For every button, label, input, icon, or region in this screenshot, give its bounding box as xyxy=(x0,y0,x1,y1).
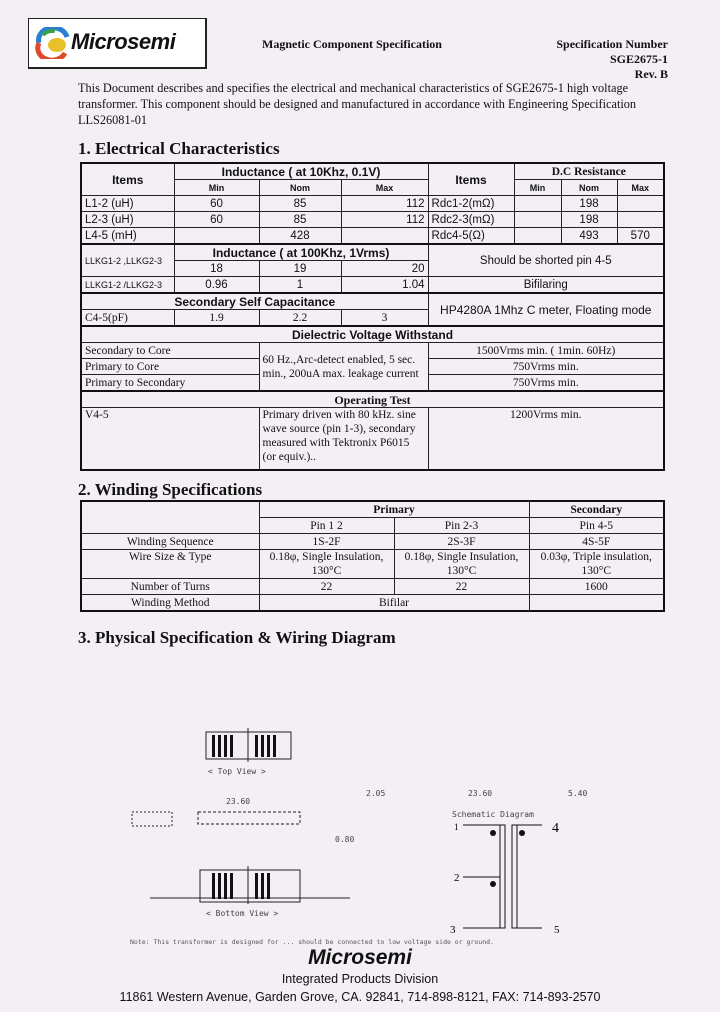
cell: 0.18φ, Single Insulation, 130°C xyxy=(259,550,394,579)
cell: 570 xyxy=(617,228,664,245)
leakage-label-2: LLKG1-2 /LLKG2-3 xyxy=(81,277,174,294)
cell: 4S-5F xyxy=(529,534,664,550)
company-logo: Microsemi xyxy=(28,18,207,69)
footer-logo: Microsemi xyxy=(308,946,412,969)
cell: 85 xyxy=(259,196,341,212)
table-row xyxy=(81,196,664,212)
items-header: Items xyxy=(81,163,174,196)
cell: 20 xyxy=(341,261,428,277)
cell: 0.03φ, Triple insulation, 130°C xyxy=(529,550,664,579)
cell xyxy=(529,595,664,612)
max-header: Max xyxy=(617,180,664,196)
drawing-note: Note: This transformer is designed for ... should be connected to low voltage side or ground. xyxy=(130,938,494,946)
pin-label: 5 xyxy=(554,924,560,936)
cell: 1600 xyxy=(529,579,664,595)
cell: Rdc2-3(mΩ) xyxy=(428,212,514,228)
cell: 22 xyxy=(394,579,529,595)
cell: L1-2 (uH) xyxy=(81,196,174,212)
cell xyxy=(514,228,561,245)
pin-bars xyxy=(212,735,276,899)
logo-swirl-icon xyxy=(35,27,71,59)
leakage-note-2: Bifilaring xyxy=(428,277,664,294)
cell: 1S-2F xyxy=(259,534,394,550)
cell xyxy=(514,212,561,228)
section-2-title: 2. Winding Specifications xyxy=(78,480,263,499)
cell: 1200Vrms min. xyxy=(428,408,664,470)
cell: 1.04 xyxy=(341,277,428,294)
table-row xyxy=(81,228,664,245)
cell: 85 xyxy=(259,212,341,228)
table-row xyxy=(81,212,664,228)
cell xyxy=(174,228,259,245)
pin-label: 3 xyxy=(450,924,456,936)
cell: L4-5 (mH) xyxy=(81,228,174,245)
polarity-dots xyxy=(490,830,525,887)
cell: 60 xyxy=(174,196,259,212)
winding-specifications-table xyxy=(80,500,665,612)
cell: 0.18φ, Single Insulation, 130°C xyxy=(394,550,529,579)
cell: 60 xyxy=(174,212,259,228)
capacitance-header: Secondary Self Capacitance xyxy=(81,293,428,310)
cell xyxy=(617,212,664,228)
nom-header: Nom xyxy=(561,180,617,196)
pin-label: 4 xyxy=(552,821,559,836)
cell: L2-3 (uH) xyxy=(81,212,174,228)
nom-header: Nom xyxy=(259,180,341,196)
items-header-2: Items xyxy=(428,163,514,196)
cell: 112 xyxy=(341,196,428,212)
cell: 1500Vrms min. ( 1min. 60Hz) xyxy=(428,343,664,359)
leakage-label-1: LLKG1-2 ,LLKG2-3 xyxy=(81,244,174,277)
cell: Pin 1 2 xyxy=(259,518,394,534)
dcr-header: D.C Resistance xyxy=(514,163,664,180)
document-type: Magnetic Component Specification xyxy=(262,37,442,51)
cell: V4-5 xyxy=(81,408,259,470)
schematic-title: Schematic Diagram xyxy=(452,810,534,819)
footer-address: 11861 Western Avenue, Garden Grove, CA. 92841, 714-898-8121, FAX: 714-893-2570 xyxy=(119,990,601,1004)
pin-label: 1 xyxy=(454,822,459,832)
cell: Pin 2-3 xyxy=(394,518,529,534)
section-3-title: 3. Physical Specification & Wiring Diagram xyxy=(78,628,396,647)
max-header: Max xyxy=(341,180,428,196)
dielectric-condition: 60 Hz.,Arc-detect enabled, 5 sec. min., 200uA max. leakage current xyxy=(259,343,428,392)
cell: C4-5(pF) xyxy=(81,310,174,327)
cell: 19 xyxy=(259,261,341,277)
cell: 112 xyxy=(341,212,428,228)
cell: 22 xyxy=(259,579,394,595)
operating-header: Operating Test xyxy=(81,391,664,408)
cell: Pin 4-5 xyxy=(529,518,664,534)
dim-label: 5.40 xyxy=(568,789,588,798)
cell: Primary to Secondary xyxy=(81,375,259,392)
dim-label: 0.80 xyxy=(335,835,355,844)
min-header: Min xyxy=(174,180,259,196)
cell: 18 xyxy=(174,261,259,277)
cell: Bifilar xyxy=(259,595,529,612)
cell: 1 xyxy=(259,277,341,294)
revision: Rev. B xyxy=(634,67,668,81)
wiring-diagram xyxy=(360,670,640,938)
capacitance-note: HP4280A 1Mhz C meter, Floating mode xyxy=(428,293,664,326)
inductance-header: Inductance ( at 10Khz, 0.1V) xyxy=(174,163,428,180)
bottom-view-label: < Bottom View > xyxy=(206,909,279,918)
electrical-characteristics-table xyxy=(80,162,665,471)
secondary-header: Secondary xyxy=(529,501,664,518)
transformer-symbol xyxy=(463,825,542,928)
section-1-title: 1. Electrical Characteristics xyxy=(78,139,280,158)
footer-division: Integrated Products Division xyxy=(281,972,439,986)
cell: 3 xyxy=(341,310,428,327)
cell: 198 xyxy=(561,196,617,212)
cell: 750Vrms min. xyxy=(428,375,664,392)
dim-label: 2.05 xyxy=(366,789,386,798)
leakage-header: Inductance ( at 100Khz, 1Vrms) xyxy=(174,244,428,261)
cell: 2.2 xyxy=(259,310,341,327)
cell: Winding Method xyxy=(81,595,259,612)
pin-label: 2 xyxy=(454,872,460,884)
leakage-note-1: Should be shorted pin 4-5 xyxy=(428,244,664,277)
cell: Primary to Core xyxy=(81,359,259,375)
cell: Winding Sequence xyxy=(81,534,259,550)
cell: 493 xyxy=(561,228,617,245)
primary-header: Primary xyxy=(259,501,529,518)
top-view-label: < Top View > xyxy=(208,767,266,776)
cell: 428 xyxy=(259,228,341,245)
mechanical-drawing xyxy=(110,670,370,938)
cell xyxy=(341,228,428,245)
cell: 2S-3F xyxy=(394,534,529,550)
cell: 198 xyxy=(561,212,617,228)
cell: Rdc1-2(mΩ) xyxy=(428,196,514,212)
dim-label: 23.60 xyxy=(468,789,493,798)
cell xyxy=(514,196,561,212)
cell: Wire Size & Type xyxy=(81,550,259,579)
spec-number: SGE2675-1 xyxy=(609,52,668,66)
operating-condition: Primary driven with 80 kHz. sine wave source (pin 1-3), secondary measured with Tektronix P6015 (or equiv.).. xyxy=(259,408,428,470)
min-header: Min xyxy=(514,180,561,196)
cell: Secondary to Core xyxy=(81,343,259,359)
cell xyxy=(617,196,664,212)
spec-number-label: Specification Number xyxy=(556,37,668,51)
intro-paragraph: This Document describes and specifies the electrical and mechanical characteristics of SGE2675-1 high voltage transformer. This component should be designed and manufactured in accordance with Engineering Specification LLS26081-01 xyxy=(78,81,637,127)
dim-label: 23.60 xyxy=(226,797,251,806)
dielectric-header: Dielectric Voltage Withstand xyxy=(81,326,664,343)
cell: 750Vrms min. xyxy=(428,359,664,375)
cell: 1.9 xyxy=(174,310,259,327)
cell: Rdc4-5(Ω) xyxy=(428,228,514,245)
cell xyxy=(81,501,259,534)
cell: Number of Turns xyxy=(81,579,259,595)
cell: 0.96 xyxy=(174,277,259,294)
